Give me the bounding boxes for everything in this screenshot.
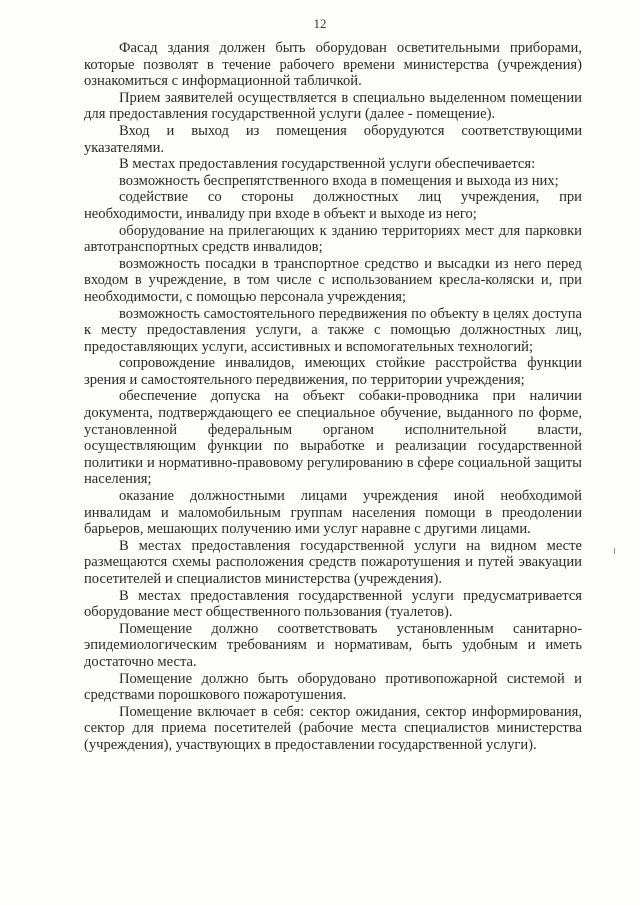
paragraph: обеспечение допуска на объект собаки-проводника при наличии документа, подтверждающего ее специальное обучение, выданного по форме, установленной федеральным органом исполнительной власти, осуществляющим функции по выработке и реализации государственной политики и нормативно-правовому регулированию в сфере социальной защиты населения; <box>84 388 582 488</box>
paragraph: Фасад здания должен быть оборудован осветительными приборами, которые позволят в течение рабочего времени министерства (учреждения) ознакомиться с информационной табличкой. <box>84 40 582 90</box>
paragraph: сопровождение инвалидов, имеющих стойкие расстройства функции зрения и самостоятельного передвижения, по территории учреждения; <box>84 355 582 388</box>
paragraph: содействие со стороны должностных лиц учреждения, при необходимости, инвалиду при входе в объект и выходе из него; <box>84 189 582 222</box>
paragraph: В местах предоставления государственной услуги обеспечивается: <box>119 156 536 173</box>
paragraph: В местах предоставления государственной услуги предусматривается оборудование мест общественного пользования (туалетов). <box>84 587 582 621</box>
paragraph: Помещение должно соответствовать установленным санитарно-эпидемиологическим требованиям и нормативам, быть удобным и иметь достаточно места. <box>84 620 582 670</box>
paragraph: Вход и выход из помещения оборудуются соответствующими указателями. <box>84 122 582 156</box>
page-number: 12 <box>313 16 327 31</box>
paragraph: оборудование на прилегающих к зданию территориях мест для парковки автотранспортных средств инвалидов; <box>84 222 582 256</box>
paragraph: оказание должностными лицами учреждения иной необходимой инвалидам и маломобильным группам населения помощи в преодолении барьеров, мешающих получению ими услуг наравне с другими лицами. <box>84 488 582 538</box>
paragraph: В местах предоставления государственной услуги на видном месте размещаются схемы расположения средств пожаротушения и путей эвакуации посетителей и специалистов министерства (учреждения). <box>84 537 582 587</box>
paragraph: Помещение включает в себя: сектор ожидания, сектор информирования, сектор для приема посетителей (рабочие места специалистов министерства (учреждения), участвующих в предоставлении государственной услуги). <box>84 703 582 753</box>
paragraph: возможность беспрепятственного входа в помещения и выхода из них; <box>119 172 559 189</box>
paragraph: возможность посадки в транспортное средство и высадки из него перед входом в учреждение, в том числе с использованием кресла-коляски и, при необходимости, с помощью персонала учреждения; <box>84 255 582 305</box>
document-body <box>84 40 582 754</box>
paragraph: Прием заявителей осуществляется в специально выделенном помещении для предоставления государственной услуги (далее - помещение). <box>84 89 582 123</box>
paragraph: возможность самостоятельного передвижения по объекту в целях доступа к месту предоставления услуги, а также с помощью должностных лиц, предоставляющих услуги, ассистивных и вспомогательных технологий; <box>84 305 582 355</box>
scan-artifact <box>614 548 615 554</box>
paragraph: Помещение должно быть оборудовано противопожарной системой и средствами порошкового пожаротушения. <box>84 670 582 704</box>
